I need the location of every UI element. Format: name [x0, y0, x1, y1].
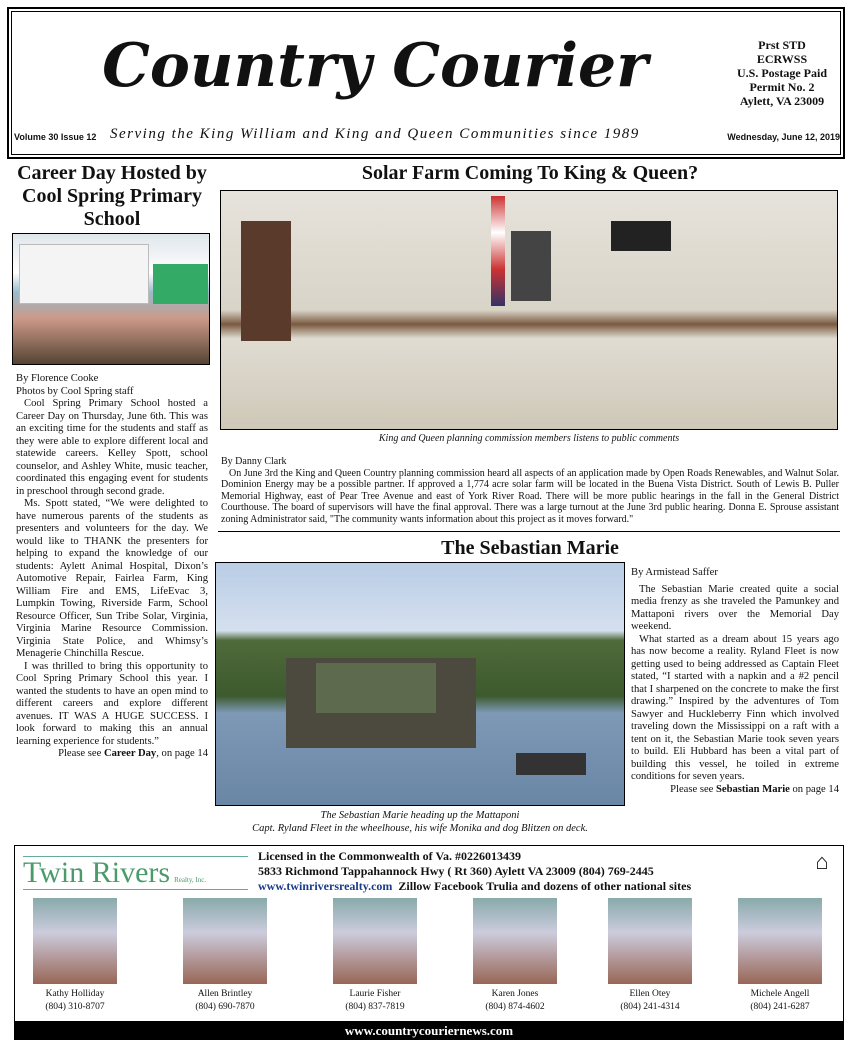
tagline: Serving the King William and King and Queen Communities since 1989 [110, 126, 640, 142]
sebastian-headline: The Sebastian Marie [441, 537, 619, 559]
twin-rivers-ad [14, 845, 844, 1022]
agent-phone: (804) 241-4314 [620, 1002, 680, 1012]
continued-title: Career Day [103, 748, 157, 759]
equal-housing-icon: ⌂ [815, 849, 829, 874]
sebastian-article [631, 567, 839, 796]
agent-photo [608, 898, 692, 984]
postal-indicia [722, 38, 842, 108]
agent-phone: (804) 874-4602 [485, 1002, 545, 1012]
issue-date: Wednesday, June 12, 2019 [727, 132, 840, 142]
postal-line: Aylett, VA 23009 [739, 94, 825, 108]
caption-line: Capt. Ryland Fleet in the wheelhouse, his wife Monika and dog Blitzen on deck. [252, 823, 588, 834]
photo-credit: Photos by Cool Spring staff [16, 385, 134, 397]
sebastian-caption [215, 809, 625, 835]
paragraph: I was thrilled to bring this opportunity to Cool Spring Primary School this year. I wanted the students to have an open mind to different careers and explore different avenues. IT WAS A HUGE SUCCESS. I look forward to making this an annual learning experience for students.” [16, 660, 208, 747]
solar-headline: Solar Farm Coming To King & Queen? [361, 162, 699, 184]
byline: By Danny Clark [221, 456, 287, 467]
agent-name: Laurie Fisher [349, 989, 401, 999]
continued-link[interactable] [631, 784, 839, 797]
agent-name: Allen Brintley [197, 989, 253, 999]
agent-name: Ellen Otey [629, 989, 671, 999]
paragraph: What started as a dream about 15 years ago has now become a reality. Ryland Fleet is now getting used to being addressed as Captain Fleet stated, “I started with a napkin and a #2 pencil that I sharpened on the concrete to make the first drawing.” Inspired by the adventures of Tom Sawyer and Huckleberry Finn which involved traveling down the Mississippi on a raft with a tent on it, the Sebastian Marie took seven years to build. Eli Hubbard has been a vital part of building this vessel, he toiled in extreme conditions for seven years. [631, 633, 839, 782]
postal-line: ECRWSS [756, 52, 808, 66]
footer-website-link[interactable]: www.countrycouriernews.com [14, 1022, 844, 1040]
logo-subtext: Realty, Inc. [174, 876, 207, 884]
agent-name: Kathy Holliday [45, 989, 105, 999]
agent-phone: (804) 837-7819 [345, 1002, 405, 1012]
twin-rivers-logo [23, 856, 248, 890]
paragraph: The Sebastian Marie created quite a social media frenzy as she traveled the Pamunkey and Mattaponi rivers over the Memorial Day weekend. [631, 583, 839, 632]
solar-caption: King and Queen planning commission members listens to public comments [378, 433, 680, 444]
logo-text: Twin Rivers [23, 856, 171, 889]
postal-line: U.S. Postage Paid [737, 66, 827, 80]
agent-card [15, 898, 135, 1014]
volume-issue: Volume 30 Issue 12 [14, 132, 97, 142]
agent-photo [738, 898, 822, 984]
agent-card [315, 898, 435, 1014]
sites-line: Zillow Facebook Trulia and dozens of other national sites [398, 879, 692, 893]
divider [218, 531, 840, 532]
byline: By Florence Cooke [16, 373, 99, 384]
agent-card [455, 898, 575, 1014]
postal-line: Prst STD [758, 38, 806, 52]
agent-card [590, 898, 710, 1014]
continued-suffix: , on page 14 [156, 748, 208, 759]
agent-photo [473, 898, 557, 984]
continued-title: Sebastian Marie [716, 783, 790, 795]
paragraph: Ms. Spott stated, “We were delighted to have numerous parents of the students as presenters and volunteers for the day. We would like to THANK the presenters for helping to expand the knowledge of our students: Aylett Animal Hospital, Dixon’s Automotive Repair, Fairlea Farm, King William Fire and EMS, LifeEvac 3, Lumpkin Towing, Riverside Farm, School Resource Officer, Sun Tribe Solar, Virginia, Virginia Marine Resource Commission. Virginia State Police, and Whimsy’s Menagerie Chinchilla Rescue. [16, 498, 208, 659]
agent-phone: (804) 241-6287 [750, 1002, 810, 1012]
paragraph: On June 3rd the King and Queen Country planning commission heard all aspects of an application made by Open Roads Renewables, and Walnut Solar. Dominion Energy may be a possible partner. If approved a 1,774 acre solar farm will be located in the Buena Vista District. South of Lewis B. Puller Memorial Highway, east of Pear Tree Avenue and east of York River Road. There will be more public hearings in the fall in the General District Courthouse. The board of supervisors will have the final approval. There was a large turnout at the June 3rd public hearing. Donna E. Sprouse assistant zoning Administrator said, "The community wants information about this project as it moves forward." [221, 467, 839, 525]
license-line: Licensed in the Commonwealth of Va. #0226013439 [258, 849, 522, 863]
solar-article [221, 456, 839, 526]
website-link[interactable]: www.twinriversrealty.com [258, 879, 393, 893]
continued-prefix: Please see [58, 748, 104, 759]
ad-text [258, 849, 691, 894]
sebastian-marie-boat-photo [215, 562, 625, 806]
career-article [16, 373, 208, 761]
agent-name: Karen Jones [491, 989, 539, 999]
agent-photo [33, 898, 117, 984]
newspaper-title: Country Courier [102, 31, 648, 101]
continued-suffix: on page 14 [789, 783, 839, 795]
caption-line: The Sebastian Marie heading up the Mattaponi [320, 810, 520, 821]
planning-commission-photo [220, 190, 838, 430]
career-headline: Career Day Hosted by Cool Spring Primary School [17, 162, 207, 230]
agent-card [720, 898, 840, 1014]
agent-phone: (804) 690-7870 [195, 1002, 255, 1012]
continued-prefix: Please see [670, 783, 716, 795]
agent-phone: (804) 310-8707 [45, 1002, 105, 1012]
address-line: 5833 Richmond Tappahannock Hwy ( Rt 360) Aylett VA 23009 (804) 769-2445 [258, 864, 654, 878]
agent-photo [333, 898, 417, 984]
agent-photo [183, 898, 267, 984]
byline: By Armistead Saffer [631, 567, 718, 578]
continued-link[interactable] [16, 748, 208, 761]
agent-name: Michele Angell [750, 989, 810, 999]
postal-line: Permit No. 2 [749, 80, 815, 94]
agent-card [165, 898, 285, 1014]
paragraph: Cool Spring Primary School hosted a Career Day on Thursday, June 6th. This was an exciting time for the students and staff as they were able to explore different local and statewide careers. Kelley Spott, school counselor, and Ashley White, music teacher, coordinated this engaging event for students in preschool through second grade. [16, 398, 208, 497]
career-day-photo [12, 233, 210, 365]
